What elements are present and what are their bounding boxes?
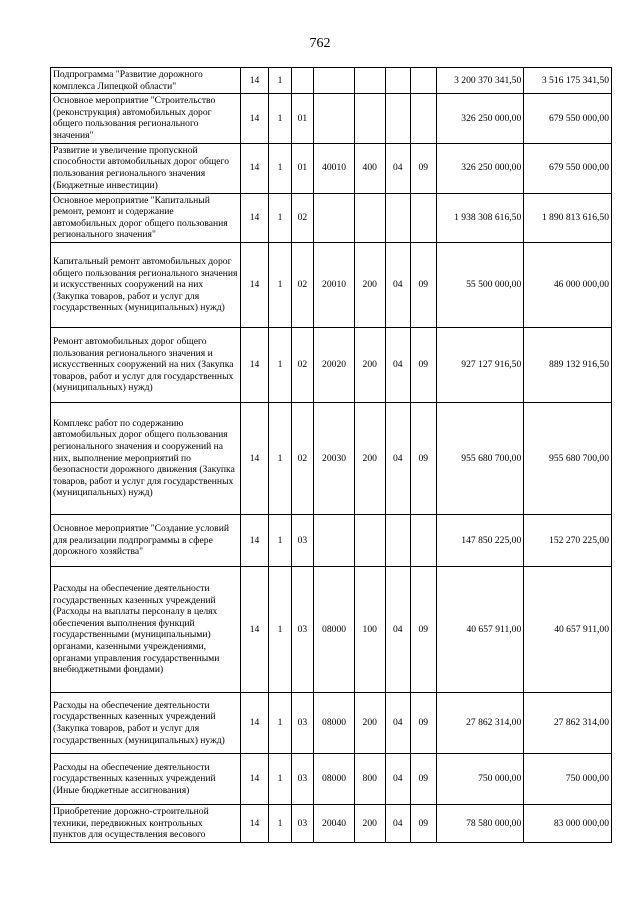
code-cell: 1 [269, 566, 291, 692]
row-name-cell: Развитие и увеличение пропускной способности автомобильных дорог общего пользования регионального значения (Бюджетные инвестиции) [51, 143, 241, 193]
code-cell: 09 [411, 143, 437, 193]
code-cell: 200 [354, 402, 385, 514]
table-row [51, 514, 612, 566]
code-cell: 04 [385, 327, 411, 402]
table-row [51, 143, 612, 193]
code-cell: 1 [269, 68, 291, 94]
code-cell: 09 [411, 804, 437, 842]
amount-cell: 750 000,00 [524, 753, 612, 804]
table-row [51, 753, 612, 804]
code-cell: 14 [240, 753, 269, 804]
row-name-cell: Основное мероприятие "Создание условий для реализации подпрограммы в сфере дорожного хозяйства" [51, 514, 241, 566]
amount-cell: 750 000,00 [436, 753, 524, 804]
table-row [51, 193, 612, 242]
row-name-cell: Расходы на обеспечение деятельности государственных казенных учреждений (Закупка товаров, работ и услуг для государственных (муниципальных) нужд) [51, 692, 241, 753]
code-cell: 40010 [314, 143, 355, 193]
code-cell: 14 [240, 68, 269, 94]
code-cell [291, 68, 313, 94]
code-cell: 09 [411, 753, 437, 804]
code-cell: 14 [240, 143, 269, 193]
code-cell: 1 [269, 402, 291, 514]
code-cell: 01 [291, 143, 313, 193]
row-name-cell: Основное мероприятие "Капитальный ремонт, ремонт и содержание автомобильных дорог общего пользования регионального значения" [51, 193, 241, 242]
amount-cell: 55 500 000,00 [436, 242, 524, 327]
code-cell [385, 514, 411, 566]
row-name-cell: Комплекс работ по содержанию автомобильных дорог общего пользования регионального значения и сооружений на них, выполнение мероприятий по безопасности дорожного движения (Закупка товаров, работ и услуг для государственных (муниципальных) нужд) [51, 402, 241, 514]
code-cell: 04 [385, 402, 411, 514]
table-row [51, 94, 612, 143]
code-cell: 1 [269, 143, 291, 193]
code-cell: 02 [291, 193, 313, 242]
code-cell: 20040 [314, 804, 355, 842]
code-cell: 03 [291, 753, 313, 804]
table-row [51, 402, 612, 514]
amount-cell: 955 680 700,00 [524, 402, 612, 514]
row-name-cell: Ремонт автомобильных дорог общего пользования регионального значения и искусственных сооружений на них (Закупка товаров, работ и услуг для государственных (муниципальных) нужд) [51, 327, 241, 402]
code-cell: 20010 [314, 242, 355, 327]
code-cell: 14 [240, 193, 269, 242]
amount-cell: 1 938 308 616,50 [436, 193, 524, 242]
code-cell: 02 [291, 242, 313, 327]
amount-cell: 3 200 370 341,50 [436, 68, 524, 94]
code-cell: 14 [240, 692, 269, 753]
amount-cell: 147 850 225,00 [436, 514, 524, 566]
code-cell: 01 [291, 94, 313, 143]
code-cell [385, 193, 411, 242]
code-cell: 14 [240, 94, 269, 143]
table-row [51, 327, 612, 402]
code-cell: 100 [354, 566, 385, 692]
code-cell: 20020 [314, 327, 355, 402]
code-cell: 800 [354, 753, 385, 804]
code-cell [314, 193, 355, 242]
amount-cell: 40 657 911,00 [436, 566, 524, 692]
amount-cell: 27 862 314,00 [524, 692, 612, 753]
code-cell [385, 94, 411, 143]
code-cell [411, 193, 437, 242]
amount-cell: 3 516 175 341,50 [524, 68, 612, 94]
table-row [51, 692, 612, 753]
code-cell: 03 [291, 692, 313, 753]
code-cell: 08000 [314, 753, 355, 804]
amount-cell: 152 270 225,00 [524, 514, 612, 566]
amount-cell: 955 680 700,00 [436, 402, 524, 514]
code-cell [314, 514, 355, 566]
code-cell: 04 [385, 566, 411, 692]
table-row [51, 242, 612, 327]
amount-cell: 83 000 000,00 [524, 804, 612, 842]
code-cell: 03 [291, 514, 313, 566]
code-cell: 14 [240, 242, 269, 327]
code-cell: 08000 [314, 692, 355, 753]
code-cell: 200 [354, 804, 385, 842]
code-cell: 09 [411, 327, 437, 402]
amount-cell: 326 250 000,00 [436, 94, 524, 143]
code-cell: 1 [269, 514, 291, 566]
amount-cell: 27 862 314,00 [436, 692, 524, 753]
code-cell: 14 [240, 327, 269, 402]
code-cell: 09 [411, 566, 437, 692]
code-cell [354, 514, 385, 566]
code-cell: 14 [240, 804, 269, 842]
code-cell: 04 [385, 804, 411, 842]
code-cell: 1 [269, 327, 291, 402]
amount-cell: 40 657 911,00 [524, 566, 612, 692]
code-cell: 04 [385, 692, 411, 753]
code-cell: 09 [411, 242, 437, 327]
amount-cell: 326 250 000,00 [436, 143, 524, 193]
row-name-cell: Капитальный ремонт автомобильных дорог общего пользования регионального значения и искусственных сооружений на них (Закупка товаров, работ и услуг для государственных (муниципальных) нужд) [51, 242, 241, 327]
amount-cell: 46 000 000,00 [524, 242, 612, 327]
code-cell: 1 [269, 753, 291, 804]
code-cell [385, 68, 411, 94]
code-cell [354, 68, 385, 94]
code-cell: 400 [354, 143, 385, 193]
table-row [51, 566, 612, 692]
code-cell: 03 [291, 804, 313, 842]
code-cell [411, 514, 437, 566]
code-cell: 1 [269, 804, 291, 842]
row-name-cell: Подпрограмма "Развитие дорожного комплекса Липецкой области" [51, 68, 241, 94]
amount-cell: 889 132 916,50 [524, 327, 612, 402]
row-name-cell: Основное мероприятие "Строительство (реконструкция) автомобильных дорог общего пользования регионального значения" [51, 94, 241, 143]
code-cell: 04 [385, 242, 411, 327]
code-cell: 200 [354, 242, 385, 327]
code-cell [354, 193, 385, 242]
code-cell: 1 [269, 193, 291, 242]
amount-cell: 679 550 000,00 [524, 143, 612, 193]
row-name-cell: Расходы на обеспечение деятельности государственных казенных учреждений (Иные бюджетные ассигнования) [51, 753, 241, 804]
code-cell: 04 [385, 753, 411, 804]
code-cell [411, 68, 437, 94]
code-cell [411, 94, 437, 143]
amount-cell: 1 890 813 616,50 [524, 193, 612, 242]
code-cell [314, 94, 355, 143]
table-row [51, 804, 612, 842]
code-cell: 02 [291, 327, 313, 402]
code-cell: 1 [269, 94, 291, 143]
row-name-cell: Приобретение дорожно-строительной техники, передвижных контрольных пунктов для осуществления весового [51, 804, 241, 842]
code-cell: 14 [240, 514, 269, 566]
code-cell: 200 [354, 692, 385, 753]
code-cell: 04 [385, 143, 411, 193]
code-cell: 14 [240, 566, 269, 692]
code-cell: 14 [240, 402, 269, 514]
table-row [51, 68, 612, 94]
page-number: 762 [309, 36, 331, 51]
row-name-cell: Расходы на обеспечение деятельности государственных казенных учреждений (Расходы на выплаты персоналу в целях обеспечения выполнения функций государственными (муниципальными) органами, казенными учреждениями, органами управления государственными внебюджетными фондами) [51, 566, 241, 692]
code-cell: 09 [411, 692, 437, 753]
amount-cell: 679 550 000,00 [524, 94, 612, 143]
amount-cell: 78 580 000,00 [436, 804, 524, 842]
code-cell: 1 [269, 242, 291, 327]
code-cell [314, 68, 355, 94]
code-cell: 200 [354, 327, 385, 402]
code-cell: 08000 [314, 566, 355, 692]
code-cell: 09 [411, 402, 437, 514]
budget-table [50, 67, 612, 843]
code-cell: 20030 [314, 402, 355, 514]
amount-cell: 927 127 916,50 [436, 327, 524, 402]
code-cell: 03 [291, 566, 313, 692]
code-cell: 1 [269, 692, 291, 753]
code-cell [354, 94, 385, 143]
code-cell: 02 [291, 402, 313, 514]
